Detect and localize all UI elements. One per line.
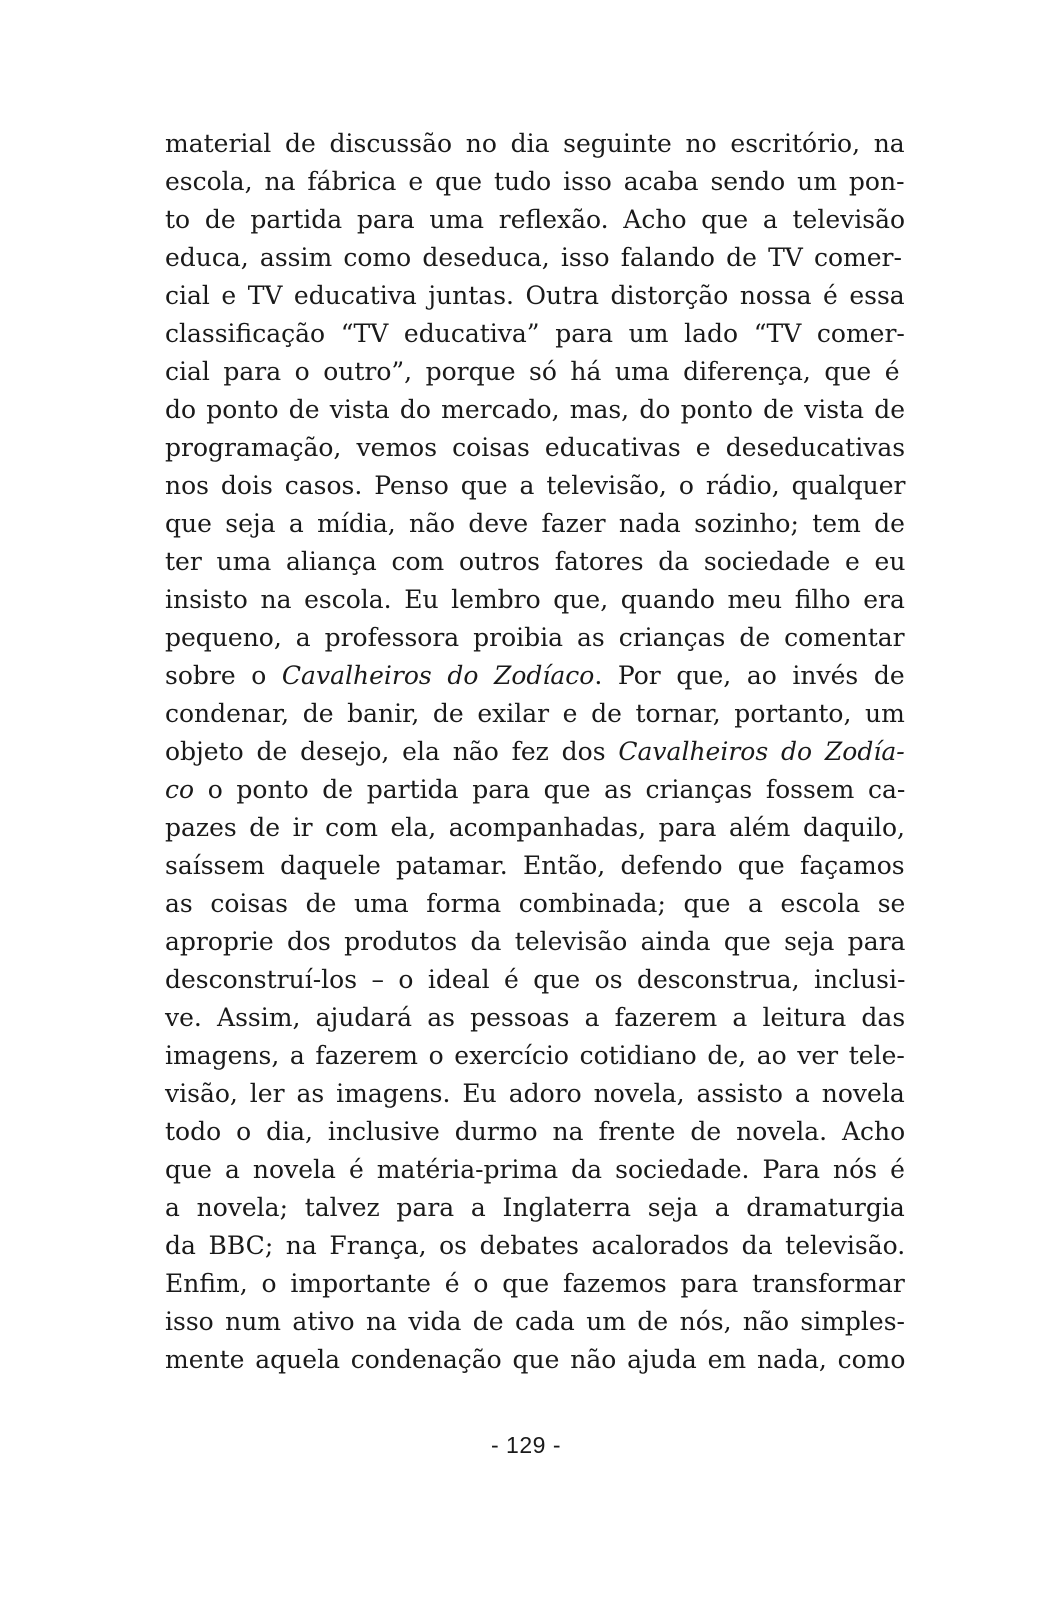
text-line [165, 125, 905, 163]
text-line [165, 1151, 905, 1189]
text-line [165, 353, 905, 391]
text-run: isso num ativo na vida de cada um de nós, não simples- [165, 1307, 905, 1336]
text-run: cial para o outro”, porque só há uma diferença, que é [165, 357, 900, 386]
text-run: condenar, de banir, de exilar e de tornar, portanto, um [165, 699, 905, 728]
text-line [165, 999, 905, 1037]
text-line [165, 885, 905, 923]
text-line [165, 201, 905, 239]
text-run: nos dois casos. Penso que a televisão, o rádio, qualquer [165, 471, 906, 500]
text-run: ter uma aliança com outros fatores da sociedade e eu [165, 547, 906, 576]
text-run: aproprie dos produtos da televisão ainda que seja para [165, 927, 906, 956]
text-line [165, 1113, 905, 1151]
text-line [165, 1037, 905, 1075]
text-line [165, 277, 905, 315]
text-line [165, 163, 905, 201]
text-run: que seja a mídia, não deve fazer nada sozinho; tem de [165, 509, 905, 538]
text-run: objeto de desejo, ela não fez dos [165, 737, 619, 766]
text-run: insisto na escola. Eu lembro que, quando meu filho era [165, 585, 905, 614]
text-line [165, 923, 905, 961]
text-run: pazes de ir com ela, acompanhadas, para além daquilo, [165, 813, 905, 842]
italic-title-run: co [165, 775, 195, 804]
text-run: cial e TV educativa juntas. Outra distorção nossa é essa [165, 281, 905, 310]
text-run: desconstruí-los – o ideal é que os desconstrua, inclusi- [165, 965, 906, 994]
text-run: do ponto de vista do mercado, mas, do ponto de vista de [165, 395, 906, 424]
text-line [165, 1189, 905, 1227]
text-run: sobre o [165, 661, 282, 690]
text-run: . Por que, ao invés de [594, 661, 905, 690]
text-run: todo o dia, inclusive durmo na frente de novela. Acho [165, 1117, 906, 1146]
text-line [165, 239, 905, 277]
text-run: educa, assim como deseduca, isso falando de TV comer- [165, 243, 902, 272]
text-line [165, 315, 905, 353]
text-run: Enfim, o importante é o que fazemos para transformar [165, 1269, 905, 1298]
text-run: classificação “TV educativa” para um lado “TV comer- [165, 319, 905, 348]
italic-title-run: Cavalheiros do Zodíaco [281, 661, 595, 690]
text-line [165, 1303, 905, 1341]
text-run: visão, ler as imagens. Eu adoro novela, assisto a novela [165, 1079, 905, 1108]
text-line [165, 1341, 905, 1379]
text-run: mente aquela condenação que não ajuda em nada, como [165, 1345, 906, 1374]
text-run: o ponto de partida para que as crianças fossem ca- [194, 775, 906, 804]
text-run: as coisas de uma forma combinada; que a escola se [165, 889, 906, 918]
text-line [165, 1227, 905, 1265]
text-line [165, 543, 905, 581]
body-text [165, 125, 905, 1379]
text-line [165, 505, 905, 543]
text-run: escola, na fábrica e que tudo isso acaba sendo um pon- [165, 167, 905, 196]
text-line [165, 581, 905, 619]
text-line [165, 1075, 905, 1113]
text-line [165, 771, 905, 809]
text-line [165, 809, 905, 847]
text-line [165, 657, 905, 695]
text-line [165, 1265, 905, 1303]
text-line [165, 695, 905, 733]
text-run: pequeno, a professora proibia as crianças de comentar [165, 623, 905, 652]
text-run: imagens, a fazerem o exercício cotidiano de, ao ver tele- [165, 1041, 905, 1070]
text-run: ve. Assim, ajudará as pessoas a fazerem a leitura das [165, 1003, 906, 1032]
text-run: programação, vemos coisas educativas e deseducativas [165, 433, 906, 462]
text-line [165, 733, 905, 771]
text-line [165, 619, 905, 657]
text-run: da BBC; na França, os debates acalorados da televisão. [165, 1231, 906, 1260]
text-run: a novela; talvez para a Inglaterra seja a dramaturgia [165, 1193, 905, 1222]
text-run: que a novela é matéria-prima da sociedade. Para nós é [165, 1155, 905, 1184]
page-number: - 129 - [491, 1432, 561, 1458]
text-line [165, 429, 905, 467]
text-line [165, 391, 905, 429]
text-line [165, 467, 905, 505]
text-run: material de discussão no dia seguinte no escritório, na [165, 129, 905, 158]
text-run: saíssem daquele patamar. Então, defendo que façamos [165, 851, 905, 880]
text-line [165, 847, 905, 885]
italic-title-run: Cavalheiros do Zodía- [618, 737, 905, 766]
text-line [165, 961, 905, 999]
text-run: to de partida para uma reflexão. Acho que a televisão [165, 205, 906, 234]
